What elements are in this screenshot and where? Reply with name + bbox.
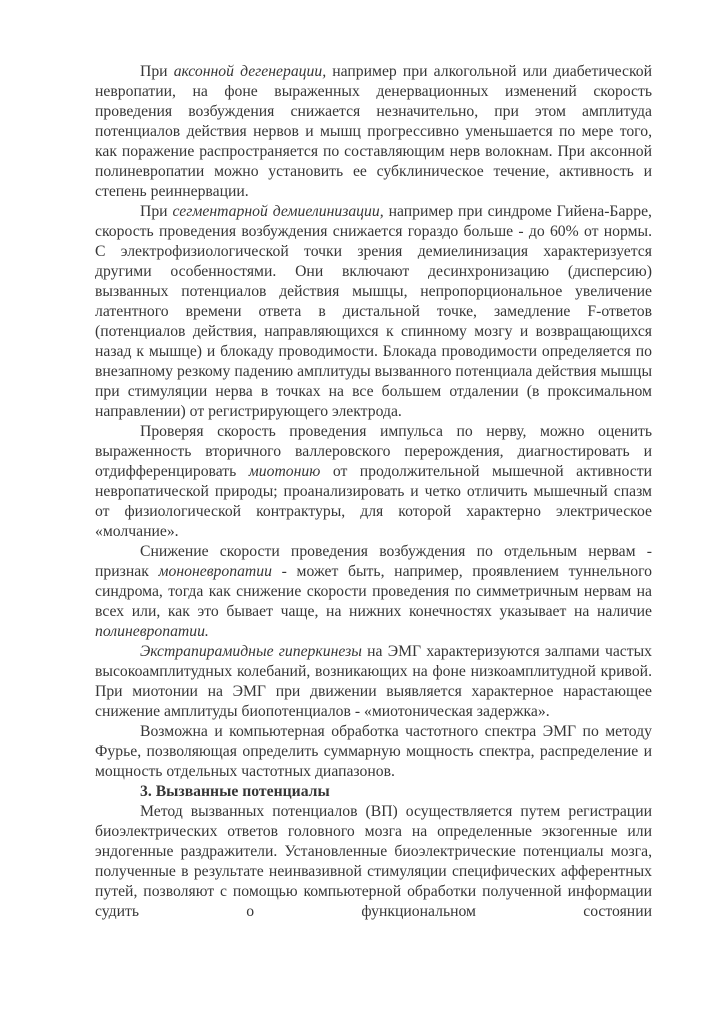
para-extrapyramidal-hyperkinesis — [95, 642, 652, 722]
para-segmental-demyelination — [95, 202, 652, 422]
para-fourier-processing — [95, 722, 652, 782]
text-run: 3. Вызванные потенциалы — [140, 783, 330, 800]
text-run: При — [140, 63, 174, 80]
text-run: на ЭМГ характеризуются залпами частых высокоамплитудных колебаний, возникающих на фоне низкоамплитудной кривой. При миотонии на ЭМГ при движении выявляется характерное нарастающее снижение амплитуды биопотенциалов - «миотоническая задержка». — [95, 643, 653, 720]
text-run: Метод вызванных потенциалов (ВП) осуществляется путем регистрации биоэлектрических ответов головного мозга на определенные экзогенные или эндогенные раздражители. Установленные биоэлектрические потенциалы мозга, полученные в результате неинвазивной стимуляции специфических афферентных путей, позволяют с помощью компьютерной обработки полученной информации судить о функциональном состоянии — [95, 803, 652, 920]
text-run: полиневропатии. — [95, 623, 209, 640]
para-evoked-potentials-method — [95, 802, 652, 922]
text-run: При — [140, 203, 173, 220]
text-run: Возможна и компьютерная обработка частотного спектра ЭМГ по методу Фурье, позволяющая определить суммарную мощность спектра, распределение и мощность отдельных частотных диапазонов. — [95, 723, 652, 780]
para-mononeuropathy — [95, 542, 652, 642]
text-run: - может быть, например, проявлением туннельного синдрома, тогда как снижение скорости проведения по симметричным нервам на всех или, как это бывает чаще, на нижних конечностях указывает на наличие — [95, 563, 652, 620]
text-run: от продолжительной мышечной активности невропатической природы; проанализировать и четко отличить мышечный спазм от физиологической контрактуры, для которой характерно электрическое «молчание». — [95, 463, 652, 540]
text-run: например при синдроме Гийена-Барре, скорость проведения возбуждения снижается гораздо больше - до 60% от нормы. С электрофизиологической точки зрения демиелинизация характеризуется другими особенностями. Они включают десинхронизацию (дисперсию) вызванных потенциалов действия мышцы, непропорциональное увеличение латентного времени ответа в дистальной точке, замедление F-ответов (потенциалов действия, направляющихся к спинному мозгу и возвращающихся назад к мышце) и блокаду проводимости. Блокада проводимости определяется по внезапному резкому падению амплитуды вызванного потенциала действия мышцы при стимуляции нерва в точках на все большем отдалении (в проксимальном направлении) от регистрирующего электрода. — [95, 203, 652, 420]
para-axonal-degeneration — [95, 62, 652, 202]
text-run: Проверяя скорость проведения импульса по нерву, можно оценить выраженность вторичного валлеровского перерождения, диагностировать и отдифференцировать — [95, 423, 652, 480]
text-run: аксонной дегенерации, — [173, 63, 327, 80]
text-run: Снижение скорости проведения возбуждения по отдельным нервам - признак — [95, 543, 652, 580]
text-run: мононевропатии — [158, 563, 272, 580]
text-run: миотонию — [248, 463, 321, 480]
text-run: сегментарной демиелинизации, — [172, 203, 384, 220]
text-block — [95, 62, 652, 922]
heading-evoked-potentials — [95, 782, 652, 802]
para-conduction-velocity-testing — [95, 422, 652, 542]
text-run: например при алкогольной или диабетической невропатии, на фоне выраженных денервационных изменений скорость проведения возбуждения снижается незначительно, при этом амплитуда потенциалов действия нервов и мышц прогрессивно уменьшается по мере того, как поражение распространяется по составляющим нерв волокнам. При аксонной полиневропатии можно установить ее субклиническое течение, активность и степень реиннервации. — [95, 63, 653, 200]
text-run: Экстрапирамидные гиперкинезы — [140, 643, 362, 660]
